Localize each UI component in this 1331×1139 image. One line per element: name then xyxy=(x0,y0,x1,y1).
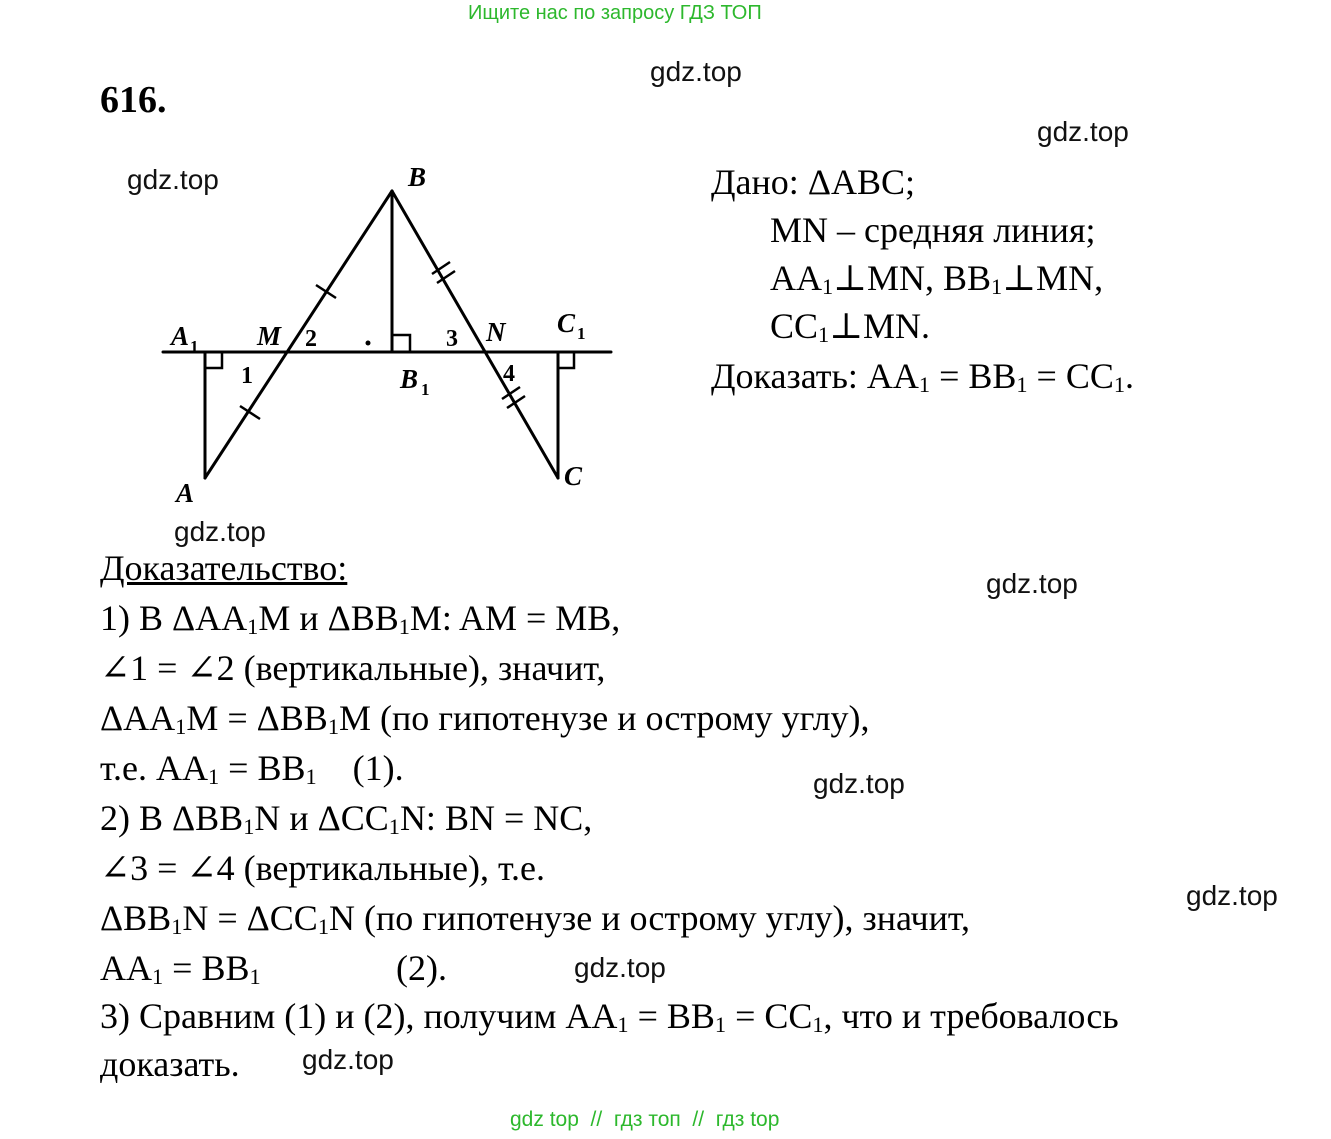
label-m: M xyxy=(257,321,282,351)
proof-line: ∠1 = ∠2 (вертикальные), значит, xyxy=(100,648,606,688)
tick-mark-mb xyxy=(316,285,336,298)
proof-line: доказать. xyxy=(100,1044,240,1084)
watermark: gdz.top xyxy=(574,952,666,983)
label-a1: A xyxy=(171,321,190,351)
given-perpendicular-c: $CC_1\perp MN$. xyxy=(770,306,931,347)
watermark: gdz.top xyxy=(1186,880,1278,911)
problem-number: 616. xyxy=(100,79,167,121)
label-b: B xyxy=(408,162,427,192)
dot-mark xyxy=(366,341,371,346)
proof-line: $\Delta AA_1M = \Delta BB_1M$ (по гипотенузе и острому углу), xyxy=(100,698,870,739)
top-banner: Ищите нас по запросу ГДЗ ТОП xyxy=(468,2,762,24)
angle-label-4: 4 xyxy=(503,361,515,387)
angle-label-3: 3 xyxy=(446,326,458,352)
label-b1: B xyxy=(400,364,419,394)
watermark: gdz.top xyxy=(650,56,742,87)
given-triangle: ΔABC; xyxy=(807,162,915,202)
right-angle-mark-a1 xyxy=(205,352,222,368)
proof-line: 2) В $\Delta BB_1N$ и $\Delta CC_1N$: BN = NC, xyxy=(100,798,593,839)
given-label: Дано: xyxy=(711,162,808,202)
label-c1-subscript: 1 xyxy=(577,324,586,343)
proof-line: ∠3 = ∠4 (вертикальные), т.е. xyxy=(100,848,545,888)
proof-line: $AA_1 = BB_1$ xyxy=(100,948,261,989)
given-header xyxy=(711,162,915,202)
side-ab xyxy=(205,191,392,478)
watermark: gdz.top xyxy=(1037,116,1129,147)
label-b1-subscript: 1 xyxy=(421,380,430,399)
proof-line: 1) В $\Delta AA_1M$ и $\Delta BB_1M$: AM = MB, xyxy=(100,598,621,639)
watermark: gdz.top xyxy=(127,164,219,195)
prove-statement: Доказать: $AA_1 = BB_1 = CC_1$. xyxy=(711,356,1135,397)
given-midline: MN – средняя линия; xyxy=(770,210,1096,250)
angle-label-1: 1 xyxy=(241,363,253,389)
footer-text: gdz top // гдз топ // гдз top xyxy=(510,1108,780,1131)
side-bc xyxy=(392,191,558,478)
proof-ref-2: (2). xyxy=(396,948,447,988)
proof-line: 3) Сравним (1) и (2), получим $AA_1 = BB_1 = CC_1$, что и требовалось xyxy=(100,996,1119,1037)
label-a1-subscript: 1 xyxy=(190,337,199,356)
label-c1: C xyxy=(557,308,576,338)
watermark: gdz.top xyxy=(986,568,1078,599)
right-angle-mark-c1 xyxy=(558,352,574,368)
watermark: gdz.top xyxy=(813,768,905,799)
watermark: gdz.top xyxy=(302,1044,394,1075)
angle-label-2: 2 xyxy=(305,326,317,352)
given-perpendiculars-ab: $AA_1\perp MN$, $BB_1\perp MN$, xyxy=(770,258,1104,299)
proof-heading: Доказательство: xyxy=(100,548,348,588)
watermark: gdz.top xyxy=(174,516,266,547)
label-a: A xyxy=(176,478,195,508)
label-c: C xyxy=(564,461,583,491)
proof-line: $\Delta BB_1N = \Delta CC_1N$ (по гипотенузе и острому углу), значит, xyxy=(100,898,970,939)
right-angle-mark-b1 xyxy=(392,335,410,352)
proof-line: т.е. $AA_1 = BB_1$ (1). xyxy=(100,748,404,789)
label-n: N xyxy=(486,317,506,347)
triangle-diagram xyxy=(150,150,630,520)
